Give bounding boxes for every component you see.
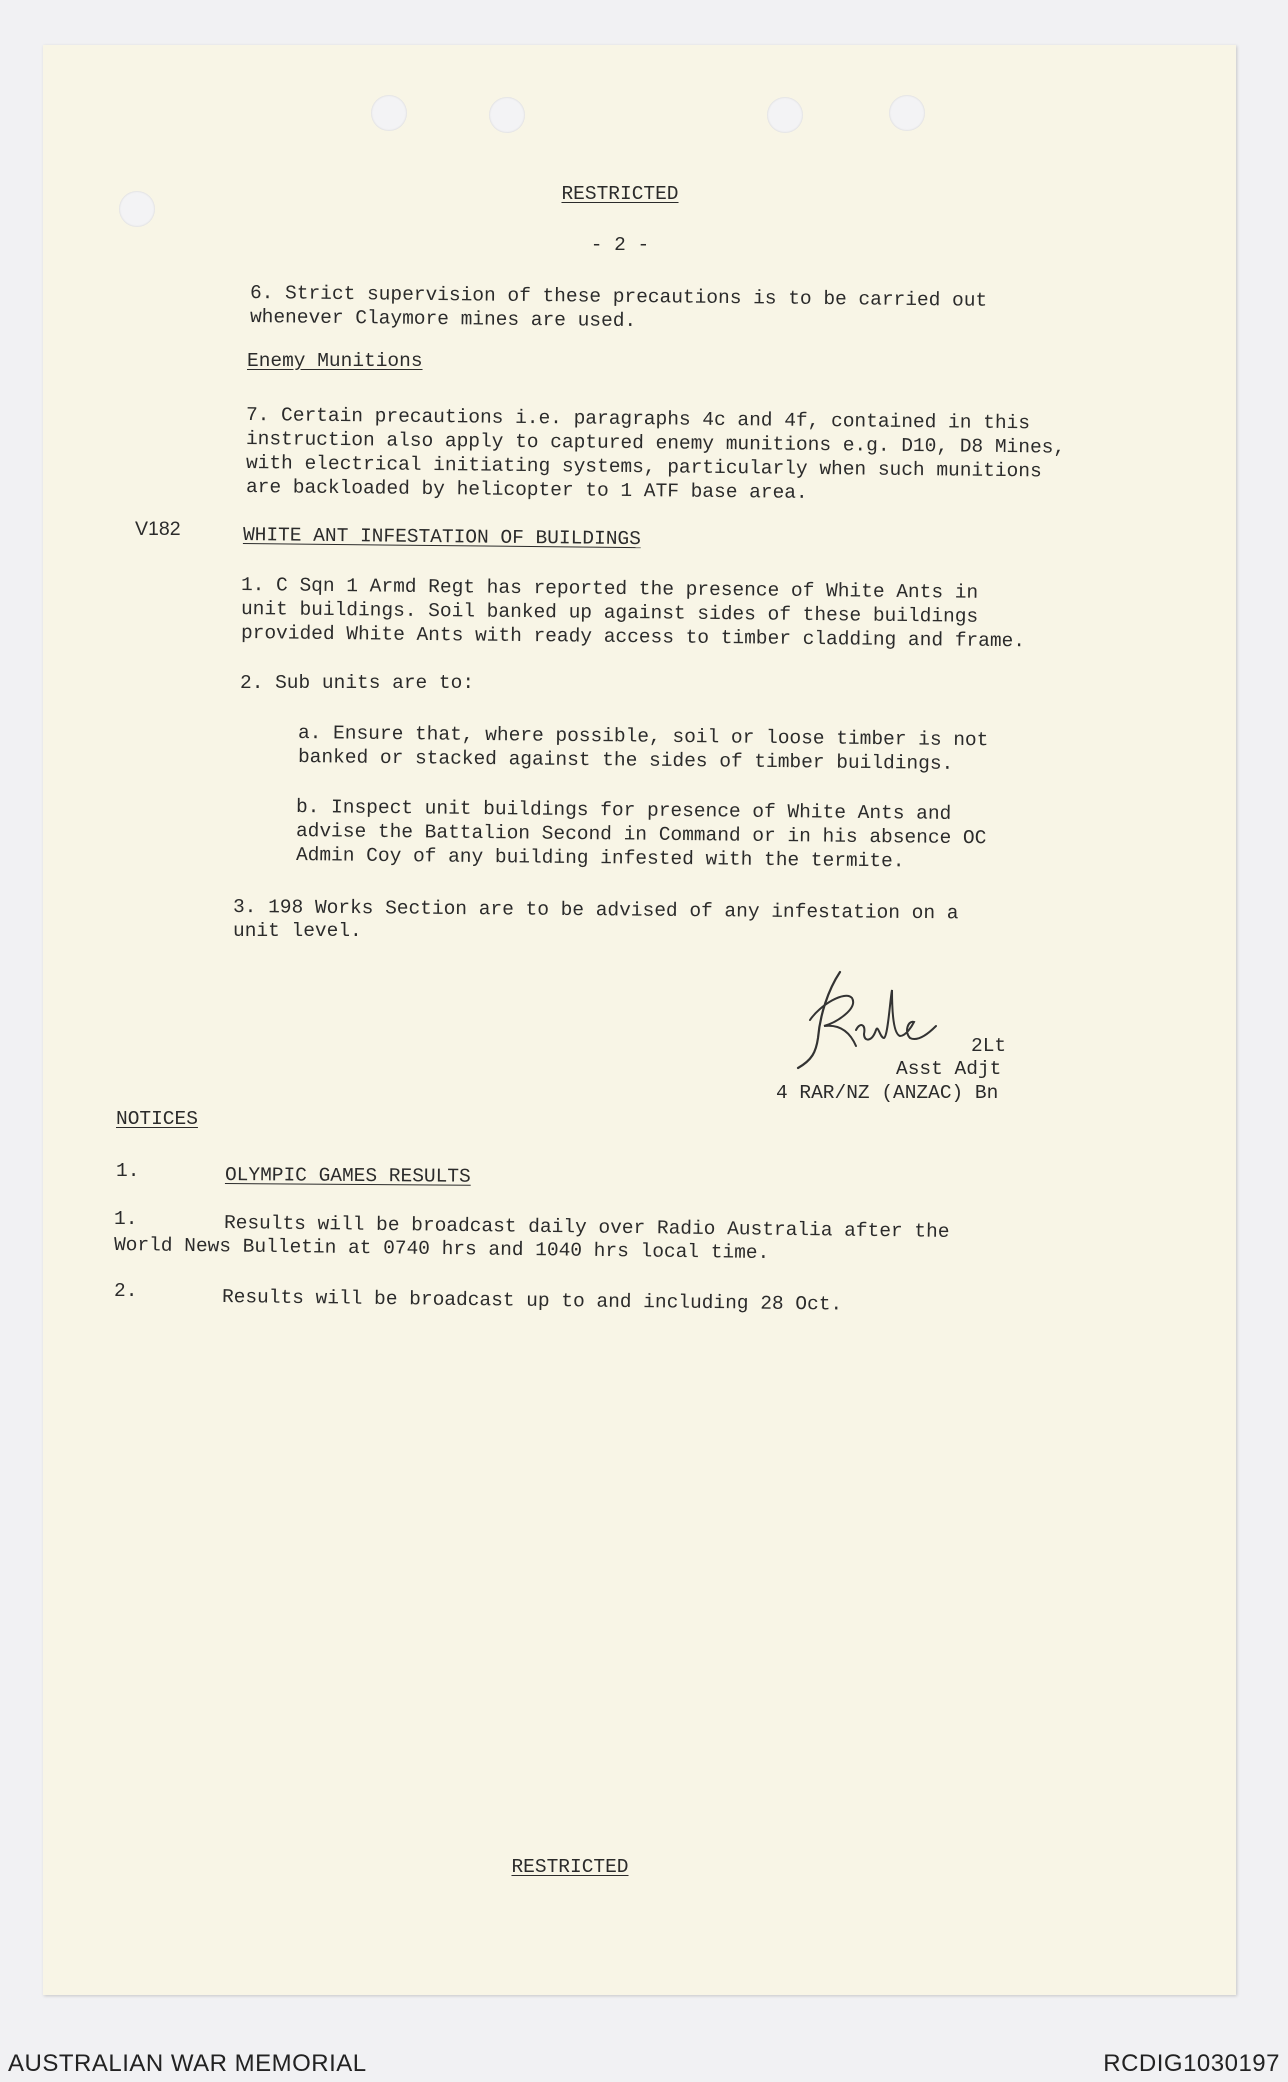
para-7-line: 7. Certain precautions i.e. paragraphs 4c and 4f, contained in this — [245, 404, 1031, 435]
notice-item-title: OLYMPIC GAMES RESULTS — [224, 1164, 471, 1188]
white-ant-para-1-line: unit buildings. Soil banked up against sides of these buildings — [240, 598, 979, 628]
punch-hole — [889, 95, 925, 131]
white-ant-heading: WHITE ANT INFESTATION OF BUILDINGS — [242, 524, 641, 551]
archive-institution: AUSTRALIAN WAR MEMORIAL — [8, 2050, 367, 2077]
classification-footer: RESTRICTED — [511, 1856, 629, 1878]
subpara-b-line: Admin Coy of any building infested with the termite. — [295, 844, 905, 873]
notice-item-number: 1. — [116, 1160, 140, 1182]
notice-para-1-line: World News Bulletin at 0740 hrs and 1040 hrs local time. — [113, 1234, 770, 1265]
subpara-b-line: b. Inspect unit buildings for presence of White Ants and — [295, 796, 952, 825]
document-page — [43, 45, 1236, 1995]
notice-para-number: 1. — [114, 1208, 138, 1230]
para-7-line: instruction also apply to captured enemy munitions e.g. D10, D8 Mines, — [245, 428, 1066, 459]
notices-heading: NOTICES — [116, 1108, 198, 1130]
notice-para-number: 2. — [114, 1280, 138, 1302]
punch-hole — [119, 191, 155, 227]
punch-hole — [767, 97, 803, 133]
para-6-line: 6. Strict supervision of these precautions is to be carried out — [249, 282, 988, 312]
punch-hole — [371, 95, 407, 131]
subpara-a-line: a. Ensure that, where possible, soil or loose timber is not — [297, 722, 989, 752]
white-ant-para-1-line: provided White Ants with ready access to timber cladding and frame. — [240, 622, 1026, 653]
notice-para-1-line: Results will be broadcast daily over Radio Australia after the — [223, 1212, 950, 1243]
enemy-munitions-heading: Enemy Munitions — [247, 350, 423, 372]
signatory-rank: 2Lt — [971, 1035, 1007, 1057]
signatory-title: Asst Adjt — [896, 1058, 1002, 1080]
page-number: - 2 - — [590, 234, 650, 256]
white-ant-para-1-line: 1. C Sqn 1 Armd Regt has reported the presence of White Ants in — [240, 574, 979, 604]
white-ant-para-3-line: 3. 198 Works Section are to be advised of any infestation on a — [232, 896, 959, 925]
notice-para-2-line: Results will be broadcast up to and including 28 Oct. — [221, 1286, 843, 1316]
classification-header: RESTRICTED — [561, 183, 679, 205]
white-ant-para-2: 2. Sub units are to: — [240, 672, 475, 694]
white-ant-para-3-line: unit level. — [233, 920, 362, 942]
signatory-unit: 4 RAR/NZ (ANZAC) Bn — [776, 1082, 999, 1104]
archive-record-id: RCDIG1030197 — [1103, 2050, 1280, 2077]
subpara-a-line: banked or stacked against the sides of timber buildings. — [297, 746, 954, 775]
reference-number: V182 — [135, 518, 181, 540]
para-7-line: are backloaded by helicopter to 1 ATF base area. — [245, 476, 808, 504]
para-7-line: with electrical initiating systems, particularly when such munitions — [245, 452, 1042, 483]
subpara-b-line: advise the Battalion Second in Command or in his absence OC — [295, 820, 987, 850]
para-6-line: whenever Claymore mines are used. — [249, 306, 637, 333]
punch-hole — [489, 97, 525, 133]
